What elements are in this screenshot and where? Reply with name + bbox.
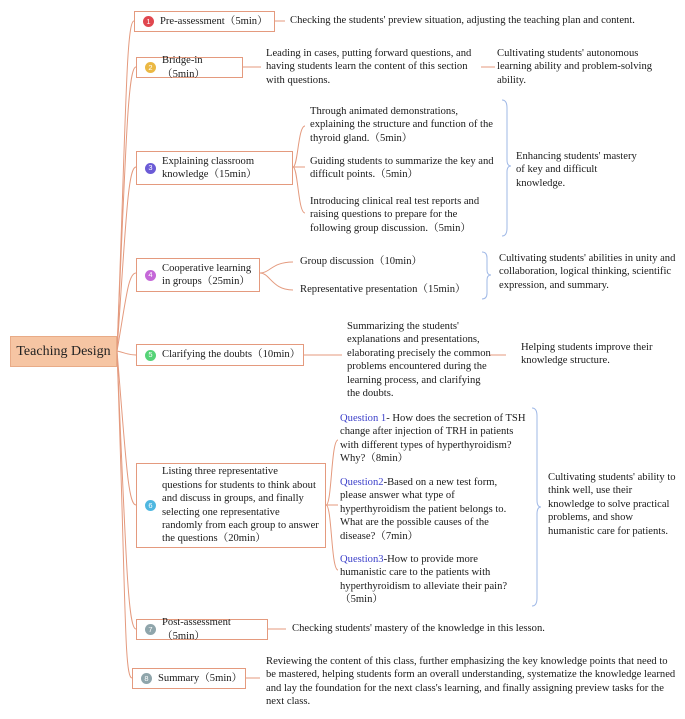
step-7-label: Post-assessment（5min） [162,617,231,642]
branch-5 [117,351,136,355]
bracket-3 [502,100,511,236]
step-2-label: Bridge-in（5min） [162,55,205,80]
step-8-box [132,668,246,689]
step-3-label: Explaining classroom knowledge（15min） [162,155,257,180]
step-4-badge: 4 [145,270,156,281]
bracket-4 [482,252,491,299]
step-1-badge: 1 [143,16,154,27]
step-3-box [136,151,293,185]
step-8-label: Summary（5min） [158,672,243,684]
connector-3c [293,167,305,213]
connector-4 [260,262,293,273]
step-7-box [136,619,268,640]
step-2-badge: 2 [145,62,156,73]
root-label: Teaching Design [16,343,111,359]
connector-4b [260,273,293,290]
step-3-item-2: Guiding students to summarize the key and difficult points.（5min） [310,156,494,181]
step-3-item-1: Through animated demonstrations, explaining the structure and function of the thyroid gland.（5min） [310,106,493,144]
step-5-goal: Helping students improve their knowledge structure. [521,342,653,367]
question-2-text: -Based on a new test form, please answer what type of hyperthyroidism the patient belongs to. What are the possible causes of the disease?（7min） [340,477,507,542]
bracket-6 [532,408,541,606]
branch-7 [117,351,136,629]
step-2-box [136,57,243,78]
connector-3 [293,126,305,167]
step-7-description: Checking students' mastery of the knowledge in this lesson. [292,623,545,634]
step-4-item-1: Group discussion（10min） [300,256,423,267]
question-1-text: - How does the secretion of TSH change after injection of TRH in patients with different types of hyperthyroidism? Why?（8min） [340,413,526,465]
step-2-goal: Cultivating students' autonomous learning ability and problem-solving ability. [497,48,653,86]
step-5-description: Summarizing the students' explanations and presentations, elaborating precisely the common problems encountered during the learning process, and clarifying the doubts. [347,321,491,400]
step-1-box [134,11,275,32]
step-3-goal: Enhancing students' mastery of key and difficult knowledge. [516,151,637,189]
step-6-question-2 [340,476,526,543]
step-6-box [136,463,326,548]
step-4-goal: Cultivating students' abilities in unity and collaboration, logical thinking, scientific expression, and summary. [499,253,676,291]
connector-6c [326,505,338,570]
connector-6 [326,440,338,505]
step-4-label: Cooperative learning in groups（25min） [162,262,252,287]
step-6-question-3 [340,553,526,607]
step-6-goal: Cultivating students' ability to think well, use their knowledge to solve practical problems, and show humanistic care for patients. [548,472,676,537]
branch-3 [117,167,136,351]
step-1-description: Checking the students' preview situation, adjusting the teaching plan and content. [290,15,635,26]
step-4-box [136,258,260,292]
step-8-description: Reviewing the content of this class, further emphasizing the key knowledge points that need to be mastered, helping students form an overall understanding, systematize the knowledge learned and lay the foundation for the next class's learning, and finally assigning preview tasks for the next class. [266,656,676,708]
question-2-tag: Question2 [340,477,384,488]
step-6-question-1 [340,412,526,466]
step-6-badge: 6 [145,500,156,511]
step-3-badge: 3 [145,163,156,174]
step-8-badge: 8 [141,673,152,684]
step-6-label: Listing three representative questions for students to think about and discuss in groups, and finally selecting one representative randomly from each group to answer the questions（20min） [162,466,319,545]
root-branches [117,21,136,678]
step-3-item-3: Introducing clinical real test reports and raising questions to prepare for the following group discussion.（5min） [310,196,480,234]
question-3-tag: Question3 [340,554,384,565]
step-5-badge: 5 [145,350,156,361]
step-2-description: Leading in cases, putting forward questions, and having students learn the content of this section with questions. [266,48,472,86]
question-3-text: -How to provide more humanistic care to the patients with hyperthyroidism to alleviate their pain?（5min） [340,554,508,606]
root-node [10,336,117,367]
step-7-badge: 7 [145,624,156,635]
step-4-item-2: Representative presentation（15min） [300,284,466,295]
step-5-label: Clarifying the doubts（10min） [162,349,301,361]
step-5-box [136,344,304,366]
step-1-label: Pre-assessment（5min） [160,15,268,27]
question-1-tag: Question 1 [340,413,387,424]
